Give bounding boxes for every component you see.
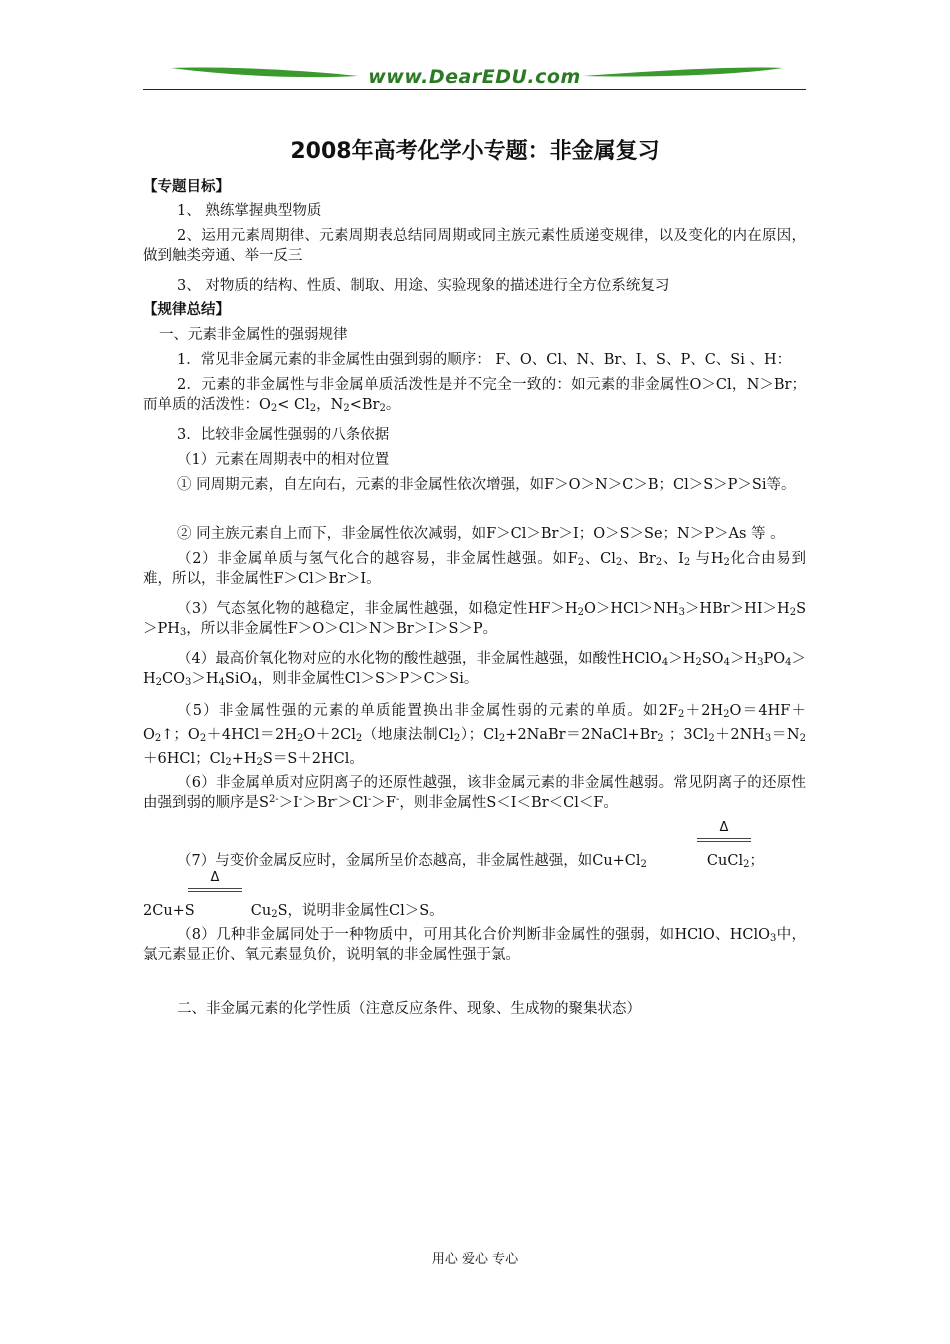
- summary-heading: 【规律总结】: [143, 302, 230, 318]
- site-header-banner: [143, 62, 806, 92]
- part-1-heading: 一、元素非金属性的强弱规律: [159, 327, 348, 343]
- heating-condition-mark: [188, 872, 242, 892]
- rule-2: 2．元素的非金属性与非金属单质活泼性是并不完全一致的：如元素的非金属性O＞Cl，N＞Br；而单质的活泼性：$O_2< Cl_2$，$N_2<Br_2$。: [143, 377, 806, 414]
- criterion-2: （2）非金属单质与氢气化合的越容易，非金属性越强。如$F_2$、$Cl_2$、$Br_2$、$I_2$ 与$H_2$化合由易到难，所以，非金属性F＞Cl＞Br＞I。: [143, 551, 807, 587]
- rule-1: 1．常见非金属元素的非金属性由强到弱的顺序： F、O、Cl、N、Br、I、S、P、C、Si 、H：: [177, 352, 792, 368]
- goal-heading: 【专题目标】: [143, 179, 230, 195]
- delta-icon: Δ: [719, 820, 729, 835]
- criterion-1a: ① 同周期元素，自左向右，元素的非金属性依次增强，如F＞O＞N＞C＞B；Cl＞S＞P＞Si等。: [177, 477, 796, 493]
- criterion-5: （5）非金属性强的元素的单质能置换出非金属性弱的元素的单质。如$2F_2+2H_2O=4HF+O_2↑$；$O_2+4HCl=2H_2O+2Cl_2$（地康法制$Cl_2$）；$Cl_2+2NaBr=2NaCl+Br_2$ ；$3Cl_2+2NH_3=N_2+6HCl$；$Cl_2+H_2S=S+2HCl$。: [143, 703, 806, 768]
- goal-2: 2、运用元素周期律、元素周期表总结同周期或同主族元素性质递变规律，以及变化的内在原因，做到触类旁通、举一反三: [143, 228, 806, 264]
- goal-3: 3、 对物质的结构、性质、制取、用途、实验现象的描述进行全方位系统复习: [177, 278, 670, 294]
- criterion-8: （8）几种非金属同处于一种物质中，可用其化合价判断非金属性的强弱，如HClO、HClO$_3$中，氯元素显正价、氧元素显负价，说明氧的非金属性强于氯。: [143, 927, 806, 963]
- criterion-4: （4）最高价氧化物对应的水化物的酸性越强，非金属性越强，如酸性$HClO_4>H_2SO_4>H_3PO_4>H_2CO_3>H_4SiO_4$，则非金属性Cl＞S＞P＞C＞Si。: [143, 651, 806, 688]
- page-footer: 用心 爱心 专心: [431, 1252, 519, 1267]
- criterion-3: （3）气态氢化物的越稳定，非金属性越强，如稳定性$HF>H_2O>HCl>NH_3>HBr>HI>H_2S>PH_3$，所以非金属性F＞O＞Cl＞N＞Br＞I＞S＞P。: [143, 601, 806, 638]
- goal-1: 1、 熟练掌握典型物质: [177, 203, 322, 219]
- heating-condition-mark: [697, 822, 751, 842]
- criterion-1b: ② 同主族元素自上而下，非金属性依次减弱，如F＞Cl＞Br＞I；O＞S＞Se；N＞P＞As 等 。: [177, 526, 785, 542]
- criterion-7-cont: 2Cu+S $Cu_2S$，说明非金属性Cl＞S。: [143, 903, 444, 920]
- criterion-7: （7）与变价金属反应时，金属所呈价态越高，非金属性越强，如$Cu+Cl_2$ CuCl$_2$；: [177, 853, 764, 870]
- delta-icon: Δ: [210, 870, 220, 885]
- criterion-1: （1）元素在周期表中的相对位置: [177, 452, 390, 468]
- site-url: www.DearEDU.com: [368, 66, 581, 88]
- rule-3: 3．比较非金属性强弱的八条依据: [177, 427, 390, 443]
- criterion-6: （6）非金属单质对应阴离子的还原性越强，该非金属元素的非金属性越弱。常见阴离子的还原性由强到弱的顺序是$S^{2-}>I^->Br^->Cl^->F^-$，则非金属性S＜I＜Br＜Cl＜F。: [143, 775, 806, 811]
- part-2-heading: 二、非金属元素的化学性质（注意反应条件、现象、生成物的聚集状态）: [177, 1001, 641, 1017]
- page-title: 2008年高考化学小专题：非金属复习: [290, 139, 660, 164]
- header-rule: [143, 89, 806, 90]
